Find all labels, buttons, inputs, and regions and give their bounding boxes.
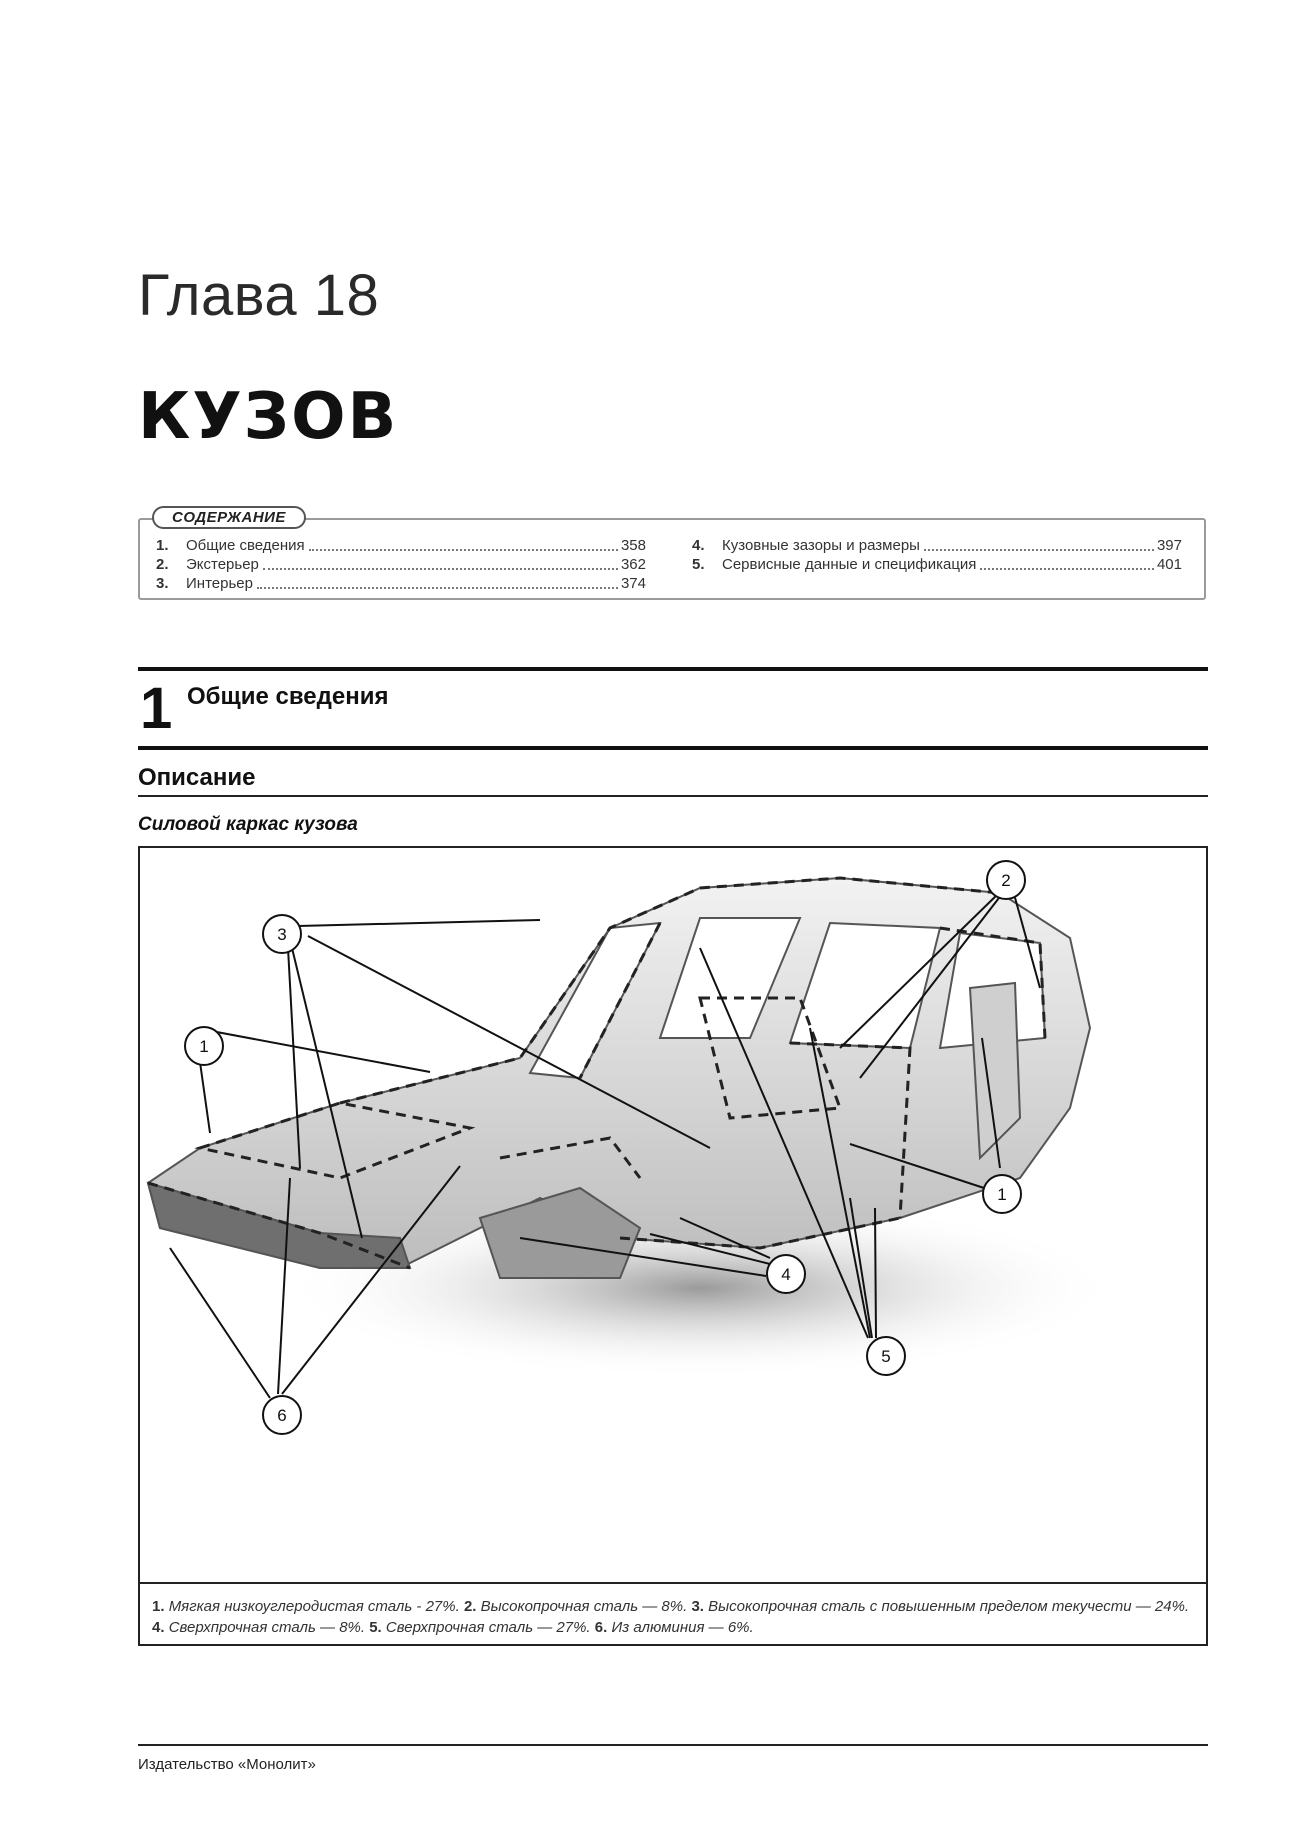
section-title: Общие сведения [187, 683, 389, 710]
publisher-name: Издательство «Монолит» [138, 1756, 316, 1773]
toc-label: СОДЕРЖАНИЕ [152, 506, 306, 529]
toc-item-page: 374 [620, 575, 646, 592]
toc-item-text: Экстерьер [186, 556, 259, 573]
section-rule-top [138, 667, 1208, 671]
body-frame-figure [138, 846, 1208, 1646]
figure-legend [152, 1596, 1192, 1638]
callout-label: 1 [997, 1185, 1007, 1204]
toc-item-number: 4. [692, 537, 705, 554]
toc-item-page: 358 [620, 537, 646, 554]
car-body-illustration [140, 848, 1206, 1644]
legend-number: 6. [594, 1619, 608, 1636]
toc-item-text: Кузовные зазоры и размеры [722, 537, 920, 554]
legend-number: 5. [369, 1619, 382, 1636]
legend-text: Сверхпрочная сталь — 8%. [168, 1619, 366, 1636]
chapter-number: Глава 18 [138, 263, 380, 328]
toc-item-number: 3. [156, 575, 169, 592]
toc-item[interactable] [156, 574, 646, 593]
toc-item-number: 5. [692, 556, 705, 573]
footer-rule [138, 1744, 1208, 1746]
toc-item[interactable] [156, 555, 646, 574]
callout-label: 3 [277, 925, 287, 944]
section-rule-bottom [138, 746, 1208, 750]
legend-text: Высокопрочная сталь с повышенным пределом текучести — 24%. [708, 1598, 1190, 1615]
subsection-title: Описание [138, 764, 256, 791]
legend-divider [140, 1582, 1206, 1584]
toc-item-page: 397 [1156, 537, 1182, 554]
subsection-rule [138, 795, 1208, 797]
figure-caption: Силовой каркас кузова [138, 814, 358, 835]
toc-item-page: 401 [1156, 556, 1182, 573]
legend-number: 1. [152, 1598, 165, 1615]
legend-text: Высокопрочная сталь — 8%. [480, 1598, 688, 1615]
toc-leader [309, 549, 618, 551]
chapter-title: КУЗОВ [138, 380, 399, 454]
callout-label: 4 [781, 1265, 791, 1284]
legend-text: Сверхпрочная сталь — 27%. [385, 1619, 591, 1636]
legend-number: 4. [152, 1619, 165, 1636]
legend-number: 2. [463, 1598, 477, 1615]
toc-item[interactable] [156, 536, 646, 555]
toc-leader [980, 568, 1154, 570]
toc-item-page: 362 [620, 556, 646, 573]
toc-item[interactable] [692, 555, 1182, 574]
callout-label: 2 [1001, 871, 1011, 890]
legend-text: Из алюминия — 6%. [611, 1619, 754, 1636]
toc-leader [924, 549, 1154, 551]
table-of-contents [138, 509, 1206, 600]
toc-column-right [692, 536, 1182, 574]
legend-number: 3. [691, 1598, 704, 1615]
section-number: 1 [140, 676, 173, 741]
toc-leader [263, 568, 618, 570]
callout-label: 5 [881, 1347, 891, 1366]
toc-item-number: 2. [156, 556, 169, 573]
toc-item-text: Общие сведения [186, 537, 305, 554]
toc-item-text: Сервисные данные и спецификация [722, 556, 977, 573]
toc-column-left [156, 536, 646, 593]
toc-item-number: 1. [156, 537, 169, 554]
callout-label: 1 [199, 1037, 209, 1056]
legend-text: Мягкая низкоуглеродистая сталь - 27%. [168, 1598, 460, 1615]
toc-item-text: Интерьер [186, 575, 253, 592]
toc-leader [257, 587, 618, 589]
callout-label: 6 [277, 1406, 287, 1425]
toc-item[interactable] [692, 536, 1182, 555]
